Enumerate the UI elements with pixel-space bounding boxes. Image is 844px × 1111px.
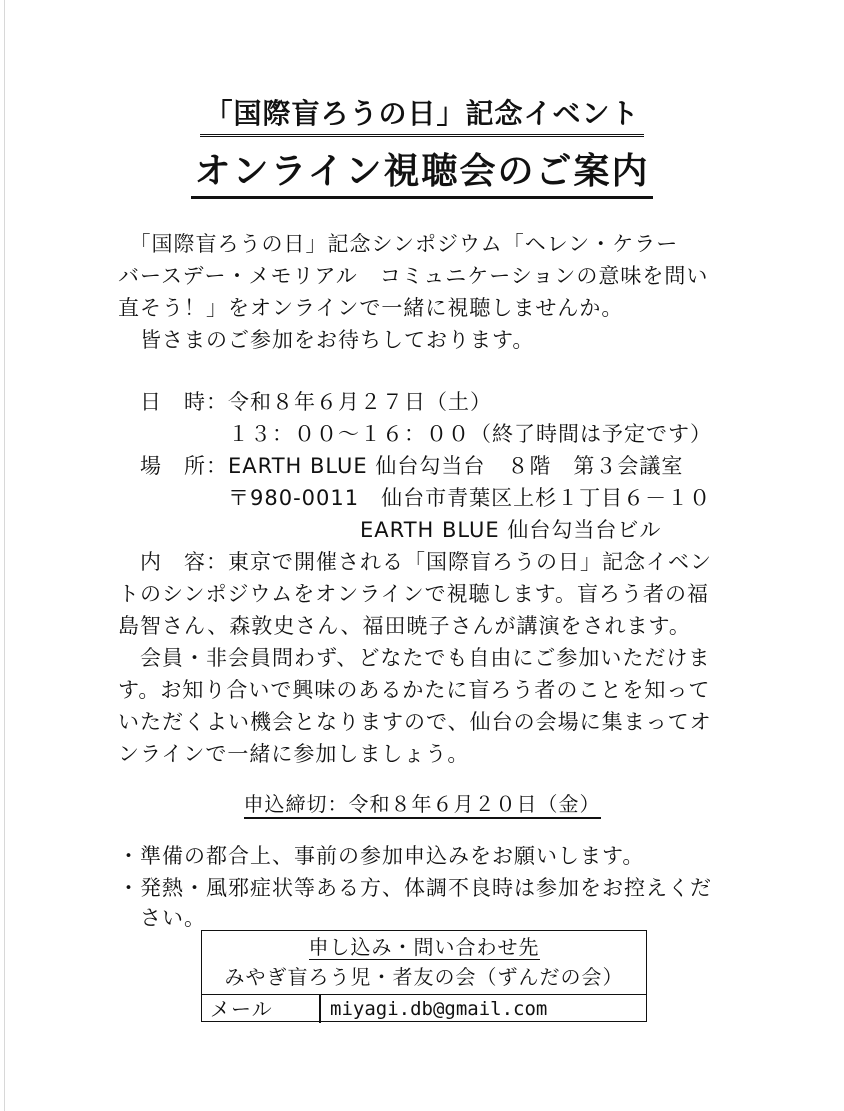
note-item-continued: さい。 [118,906,206,930]
intro-line: 皆さまのご参加をお待ちしております。 [118,328,535,352]
application-deadline [0,790,844,818]
deadline-text: 申込締切：令和８年６月２０日（金） [244,792,601,819]
mail-label: メール [210,997,273,1021]
event-title [0,96,844,137]
content-line: 会員・非会員問わず、どなたでも自由にご参加いただけま [118,646,711,670]
contact-mail-row [202,994,646,1023]
contact-organization: みやぎ盲ろう児・者友の会（ずんだの会） [224,965,624,989]
date-line: 日 時：令和８年６月２７日（土） [118,390,492,414]
event-title-text: 「国際盲ろうの日」記念イベント [200,96,643,137]
note-item: ・発熱・風邪症状等ある方、体調不良時は参加をお控えくだ [118,876,712,900]
contact-box [201,930,647,1022]
intro-line: バースデー・メモリアル コミュニケーションの意味を問い [118,264,709,288]
mail-address: miyagi.db@gmail.com [330,998,548,1020]
page-title [0,150,844,199]
venue-line: 場 所：EARTH BLUE 仙台勾当台 ８階 第３会議室 [118,454,684,478]
note-item: ・準備の都合上、事前の参加申込みをお願いします。 [118,844,645,868]
content-line: ンラインで一緒に参加しましょう。 [118,742,470,766]
content-line: 内 容：東京で開催される「国際盲ろうの日」記念イベン [118,550,712,574]
address-line: 〒980-0011 仙台市青葉区上杉１丁目６－１０ [118,486,712,510]
table-divider [319,995,321,1023]
content-line: す。お知り合いで興味のあるかたに盲ろう者のことを知って [118,678,711,702]
content-line: 島智さん、森敦史さん、福田暁子さんが講演をされます。 [118,614,691,638]
intro-line: 直そう！」をオンラインで一緒に視聴しませんか。 [118,296,624,320]
contact-heading [202,933,646,961]
intro-line: 「国際盲ろうの日」記念シンポジウム「ヘレン・ケラー [118,232,679,256]
building-line: EARTH BLUE 仙台勾当台ビル [118,518,662,542]
content-line: トのシンポジウムをオンラインで視聴します。盲ろう者の福 [118,582,709,606]
time-line: １３：００～１６：００（終了時間は予定です） [118,422,712,446]
page-title-text: オンライン視聴会のご案内 [191,150,654,199]
content-line: いただくよい機会となりますので、仙台の会場に集まってオ [118,710,712,734]
contact-heading-text: 申し込み・問い合わせ先 [308,935,540,959]
